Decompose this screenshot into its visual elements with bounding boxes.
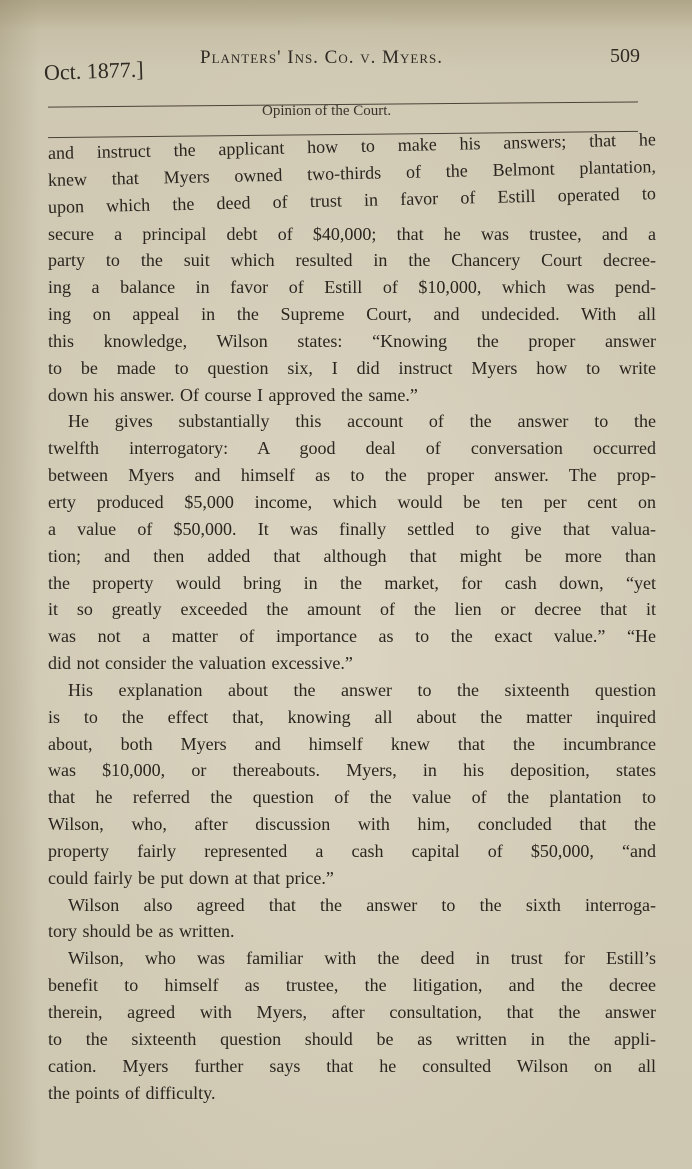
text-line: about, both Myers and himself knew that the incumbrance: [48, 733, 656, 754]
text-line: ing on appeal in the Supreme Court, and undecided. With all: [48, 304, 656, 325]
text-line: was not a matter of importance as to the exact value.” “He: [48, 626, 656, 647]
text-line: tion; and then added that although that might be more than: [48, 545, 656, 566]
text-line: Wilson, who was familiar with the deed in trust for Estill’s: [68, 948, 656, 969]
text-line: between Myers and himself as to the proper answer. The prop-: [48, 465, 656, 486]
text-line: the points of difficulty.: [48, 1082, 216, 1103]
text-line: erty produced $5,000 income, which would be ten per cent on: [48, 491, 656, 512]
text-line: benefit to himself as trustee, the litigation, and the decree: [48, 975, 656, 996]
text-line: party to the suit which resulted in the Chancery Court decree-: [48, 250, 656, 271]
text-line: secure a principal debt of $40,000; that he was trustee, and a: [48, 223, 656, 244]
running-title: Planters' Ins. Co. v. Myers.: [200, 47, 444, 68]
text-line: twelfth interrogatory: A good deal of conversation occurred: [48, 438, 656, 459]
text-line: ing a balance in favor of Estill of $10,000, which was pend-: [48, 277, 656, 298]
header-date: Oct. 1877.]: [43, 56, 144, 85]
opinion-subheading: Opinion of the Court.: [262, 103, 392, 119]
text-line: it so greatly exceeded the amount of the lien or decree that it: [48, 599, 656, 620]
text-line: therein, agreed with Myers, after consultation, that the answer: [48, 1002, 656, 1022]
text-line: Wilson, who, after discussion with him, concluded that the: [48, 814, 656, 835]
text-line: He gives substantially this account of the answer to the: [68, 411, 656, 432]
text-line: knew that Myers owned two-thirds of the Belmont plantation,: [47, 156, 657, 190]
text-line: tory should be as written.: [48, 921, 235, 942]
text-line: is to the effect that, knowing all about the matter inquired: [48, 706, 656, 727]
text-line: to be made to question six, I did instruct Myers how to write: [48, 357, 656, 378]
text-line: was $10,000, or thereabouts. Myers, in his deposition, states: [48, 760, 656, 781]
page-number: 509: [610, 45, 640, 67]
text-line: to the sixteenth question should be as written in the appli-: [48, 1028, 656, 1049]
text-line: His explanation about the answer to the sixteenth question: [68, 679, 656, 700]
text-line: property fairly represented a cash capital of $50,000, “and: [48, 840, 656, 861]
text-line: did not consider the valuation excessive.”: [48, 653, 353, 674]
text-line: Wilson also agreed that the answer to the sixth interroga-: [68, 894, 656, 915]
text-line: cation. Myers further says that he consulted Wilson on all: [48, 1055, 656, 1076]
text-line: that he referred the question of the value of the plantation to: [48, 787, 656, 808]
text-line: the property would bring in the market, for cash down, “yet: [48, 572, 656, 593]
text-line: a value of $50,000. It was finally settled to give that valua-: [48, 518, 656, 539]
text-line: this knowledge, Wilson states: “Knowing the proper answer: [48, 330, 656, 351]
text-line: upon which the deed of trust in favor of Estill operated to: [47, 182, 657, 217]
text-line: down his answer. Of course I approved the same.”: [48, 384, 418, 405]
text-line: and instruct the applicant how to make his answers; that he: [47, 129, 657, 163]
body-text: [47, 129, 657, 1106]
text-line: could fairly be put down at that price.”: [48, 867, 334, 888]
